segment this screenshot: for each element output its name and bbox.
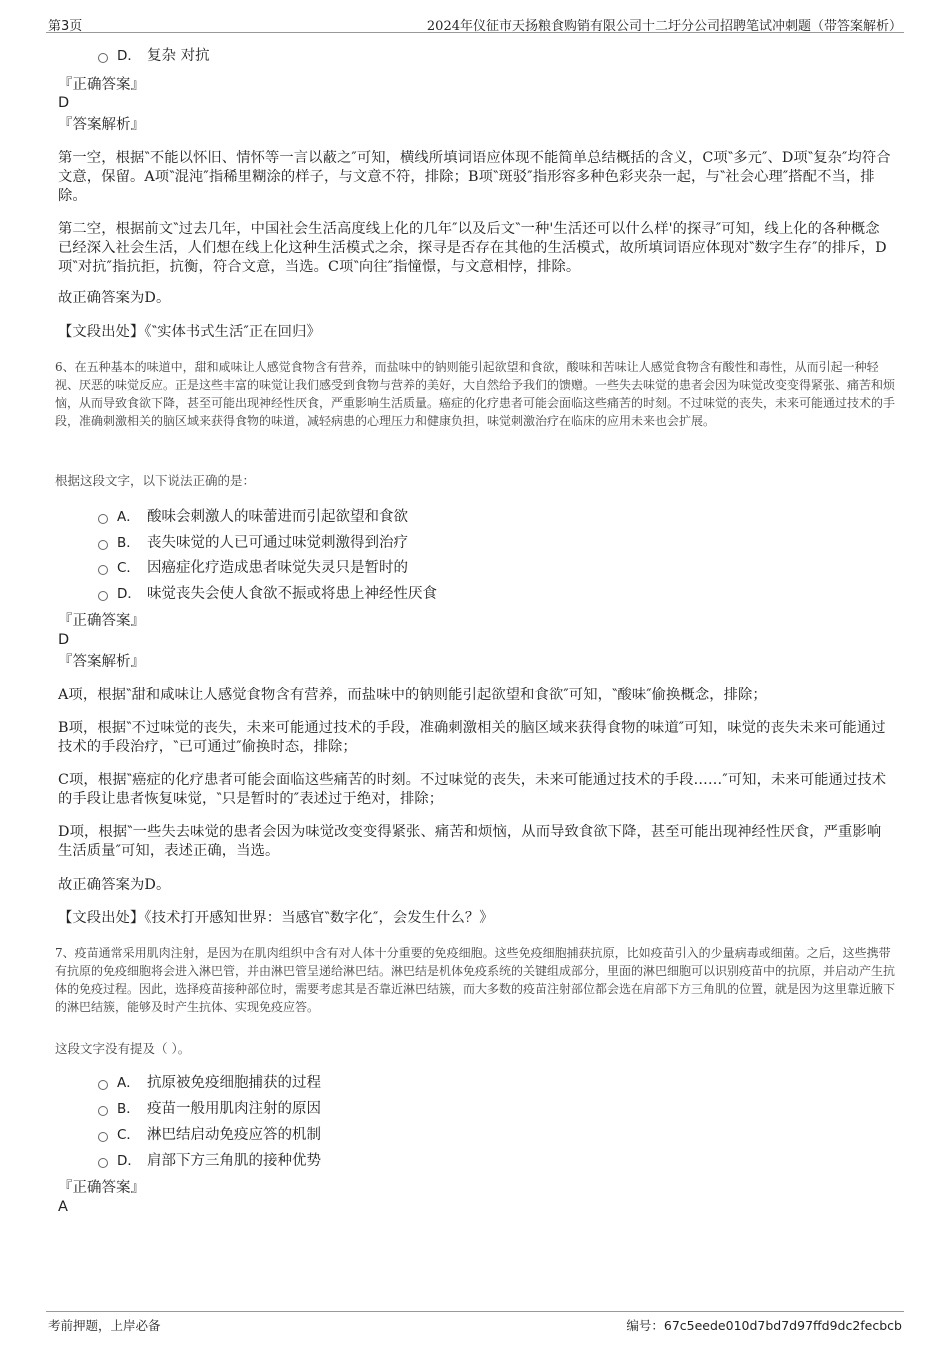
- q7-answer: A: [58, 1199, 68, 1215]
- q6-answer: D: [58, 632, 70, 648]
- page-number: 第3页: [48, 19, 83, 34]
- q7-option-c[interactable]: C． 淋巴结启动免疫应答的机制: [98, 1125, 321, 1145]
- q6-option-c[interactable]: C． 因癌症化疗造成患者味觉失灵只是暂时的: [98, 558, 408, 578]
- q5-analysis-2: 第二空，根据前文‶过去几年，中国社会生活高度线上化的几年″以及后文‶一种'生活还可以什么样'的探寻″可知，线上化的各种概念已经深入社会生活，人们想在线上化这种生活模式之余，探寻是否存在其他的生活模式，故所填词语应体现对‶数字生存″的排斥，D项‶对抗″指抗拒，抗衡，符合文意，当选。C项‶向往″指憧憬，与文意相悖，排除。: [58, 221, 887, 275]
- q6-analysis-label: 『答案解析』: [58, 654, 145, 670]
- radio-icon[interactable]: [98, 1106, 108, 1116]
- radio-icon[interactable]: [98, 514, 108, 524]
- page-header: [46, 12, 904, 33]
- q6-option-a[interactable]: A． 酸味会刺激人的味蕾进而引起欲望和食欲: [98, 507, 408, 527]
- q7-answer-label: 『正确答案』: [58, 1180, 145, 1196]
- q5-answer: D: [58, 95, 70, 111]
- document-id: 编号：67c5eede010d7bd7d97ffd9dc2fecbcb: [626, 1318, 902, 1333]
- q6-source: 【文段出处】《技术打开感知世界：当感官‶数字化″，会发生什么？》: [58, 910, 494, 926]
- q6-answer-label: 『正确答案』: [58, 613, 145, 629]
- radio-icon[interactable]: [98, 1132, 108, 1142]
- radio-icon[interactable]: [98, 565, 108, 575]
- q6-analysis-d: D项，根据‶一些失去味觉的患者会因为味觉改变变得紧张、痛苦和烦恼，从而导致食欲下降，甚至可能出现神经性厌食，严重影响生活质量″可知，表述正确，当选。: [58, 824, 882, 859]
- q5-answer-label: 『正确答案』: [58, 77, 145, 93]
- q6-prompt: 根据这段文字，以下说法正确的是：: [55, 473, 256, 488]
- q7-option-d[interactable]: D． 肩部下方三角肌的接种优势: [98, 1151, 321, 1171]
- q6-analysis-c: C项，根据‶癌症的化疗患者可能会面临这些痛苦的时刻。不过味觉的丧失，未来可能通过技术的手段……″可知，未来可能通过技术的手段让患者恢复味觉，‶只是暂时的″表述过于绝对，排除；: [58, 772, 887, 807]
- q6-option-d[interactable]: D． 味觉丧失会使人食欲不振或将患上神经性厌食: [98, 584, 437, 604]
- q5-option-d[interactable]: D． 复杂 对抗: [98, 46, 210, 66]
- radio-icon[interactable]: [98, 540, 108, 550]
- q7-question-text: 7、疫苗通常采用肌肉注射，是因为在肌肉组织中含有对人体十分重要的免疫细胞。这些免疫细胞捕获抗原，比如疫苗引入的少量病毒或细菌。之后，这些携带有抗原的免疫细胞将会进入淋巴管，并由淋巴管呈递给淋巴结。淋巴结是机体免疫系统的关键组成部分，里面的淋巴细胞可以识别疫苗中的抗原，并启动产生抗体的免疫过程。因此，选择疫苗接种部位时，需要考虑其是否靠近淋巴结簇，而大多数的疫苗注射部位都会选在肩部下方三角肌的位置，就是因为这里靠近腋下的淋巴结簇，能够及时产生抗体、实现免疫应答。: [55, 946, 896, 1014]
- q7-option-b[interactable]: B． 疫苗一般用肌肉注射的原因: [98, 1099, 321, 1119]
- radio-icon[interactable]: [98, 591, 108, 601]
- q6-analysis-conclusion: 故正确答案为D。: [58, 877, 171, 893]
- q7-option-a[interactable]: A． 抗原被免疫细胞捕获的过程: [98, 1073, 321, 1093]
- q5-analysis-3: 故正确答案为D。: [58, 290, 171, 306]
- q5-analysis-1: 第一空，根据‶不能以怀旧、情怀等一言以蔽之″可知，横线所填词语应体现不能简单总结概括的含义，C项‶多元″、D项‶复杂″均符合文意，保留。A项‶混沌″指稀里糊涂的样子，与文意不符，排除；B项‶斑驳″指形容多种色彩夹杂一起，与‶社会心理″搭配不当，排除。: [58, 150, 891, 204]
- page-footer: [46, 1311, 904, 1336]
- q5-source: 【文段出处】《‶实体书式生活″正在回归》: [58, 324, 321, 340]
- q6-question-text: 6、在五种基本的味道中，甜和咸味让人感觉食物含有营养，而盐味中的钠则能引起欲望和食欲，酸味和苦味让人感觉食物含有酸性和毒性，从而引起一种轻视、厌恶的味觉反应。正是这些丰富的味觉让我们感受到食物与营养的美好，大自然给予我们的馈赠。一些失去味觉的患者会因为味觉改变变得紧张、痛苦和烦恼，从而导致食欲下降，甚至可能出现神经性厌食，严重影响生活质量。癌症的化疗患者可能会面临这些痛苦的时刻。不过味觉的丧失，未来可能通过技术的手段，准确刺激相关的脑区域来获得食物的味道，减轻病患的心理压力和健康负担，味觉刺激治疗在临床的应用未来也会扩展。: [55, 360, 896, 428]
- radio-icon[interactable]: [98, 1080, 108, 1090]
- q6-analysis-a: A项，根据‶甜和咸味让人感觉食物含有营养，而盐味中的钠则能引起欲望和食欲″可知，‶酸味″偷换概念，排除；: [58, 687, 767, 703]
- footer-slogan: 考前押题，上岸必备: [48, 1318, 161, 1333]
- document-title: 2024年仪征市天扬粮食购销有限公司十二圩分公司招聘笔试冲刺题（带答案解析）: [426, 19, 902, 34]
- q7-prompt: 这段文字没有提及（ ）。: [55, 1041, 191, 1056]
- q6-analysis-b: B项，根据‶不过味觉的丧失，未来可能通过技术的手段，准确刺激相关的脑区域来获得食物的味道″可知，味觉的丧失未来可能通过技术的手段治疗，‶已可通过″偷换时态，排除；: [58, 720, 886, 755]
- radio-icon[interactable]: [98, 53, 108, 63]
- q6-option-b[interactable]: B． 丧失味觉的人已可通过味觉刺激得到治疗: [98, 533, 408, 553]
- radio-icon[interactable]: [98, 1158, 108, 1168]
- q5-analysis-label: 『答案解析』: [58, 117, 145, 133]
